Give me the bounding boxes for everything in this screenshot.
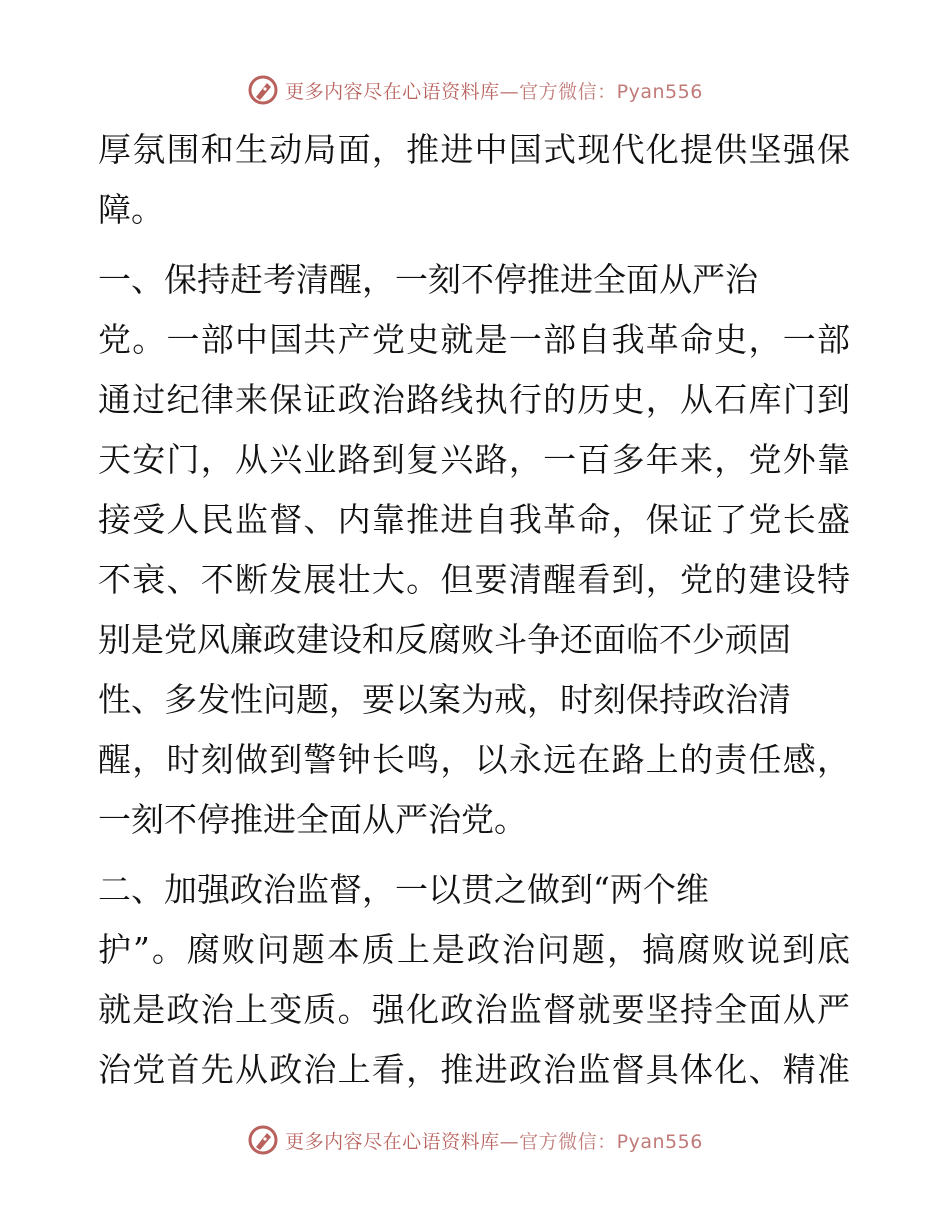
footer-watermark [0, 1120, 950, 1160]
watermark-dash: — [499, 1130, 520, 1153]
body-line: 一刻不停推进全面从严治党。 [98, 800, 527, 839]
body-line: 党。一部中国共产党史就是一部自我革命史，一部 [98, 320, 850, 359]
body-line: 天安门，从兴业路到复兴路，一百多年来，党外靠 [98, 440, 850, 479]
pen-nib-logo-icon [247, 1124, 279, 1156]
body-line: 不衰、不断发展壮大。但要清醒看到，党的建设特 [98, 560, 850, 599]
body-line: 障。 [98, 190, 164, 229]
body-line: 护”。腐败问题本质上是政治问题，搞腐败说到底 [98, 930, 850, 969]
body-line: 性、多发性问题，要以案为戒，时刻保持政治清 [98, 680, 791, 719]
watermark-brand: 更多内容尽在心语资料库 [285, 80, 500, 103]
watermark-text [285, 77, 703, 104]
body-line: 治党首先从政治上看，推进政治监督具体化、精准 [98, 1050, 850, 1089]
watermark-dash: — [499, 80, 520, 103]
watermark-contact: 官方微信：Pyan556 [519, 80, 703, 103]
body-line: 别是党风廉政建设和反腐败斗争还面临不少顽固 [98, 620, 791, 659]
body-line: 醒，时刻做到警钟长鸣，以永远在路上的责任感， [98, 740, 850, 779]
body-line: 厚氛围和生动局面，推进中国式现代化提供坚强保 [98, 130, 850, 169]
body-line: 接受人民监督、内靠推进自我革命，保证了党长盛 [98, 500, 850, 539]
body-line: 通过纪律来保证政治路线执行的历史，从石库门到 [98, 380, 850, 419]
document-body [98, 120, 850, 1100]
section-heading-line: 一、保持赶考清醒，一刻不停推进全面从严治 [98, 260, 758, 299]
pen-nib-logo-icon [247, 74, 279, 106]
body-line: 就是政治上变质。强化政治监督就要坚持全面从严 [98, 990, 850, 1029]
section-heading-line: 二、加强政治监督，一以贯之做到“两个维 [98, 870, 709, 909]
header-watermark [0, 70, 950, 110]
watermark-brand: 更多内容尽在心语资料库 [285, 1130, 500, 1153]
watermark-text [285, 1127, 703, 1154]
watermark-contact: 官方微信：Pyan556 [519, 1130, 703, 1153]
